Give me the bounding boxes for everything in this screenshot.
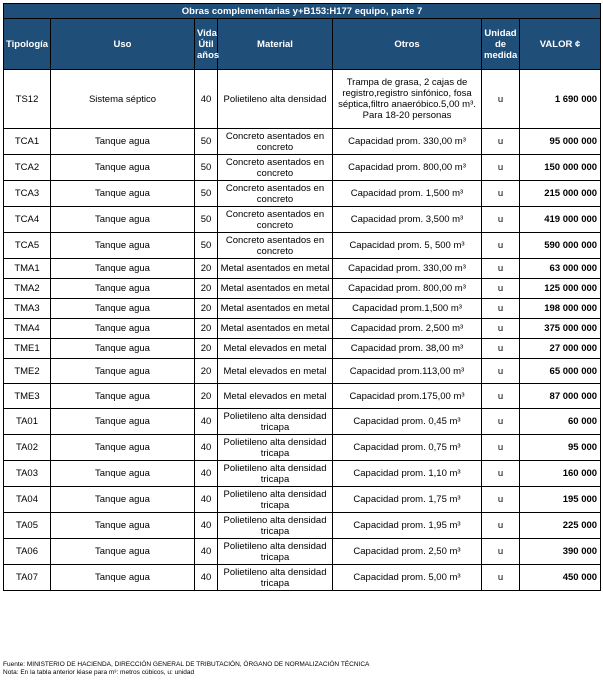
table-row — [4, 359, 601, 384]
cell-unidad: u — [482, 359, 520, 384]
cell-unidad: u — [482, 233, 520, 259]
cell-material: Polietileno alta densidad tricapa — [218, 487, 333, 513]
table-row — [4, 539, 601, 565]
cell-uso: Tanque agua — [51, 409, 195, 435]
cell-unidad: u — [482, 155, 520, 181]
table-row — [4, 384, 601, 409]
cell-tipologia: TA02 — [4, 435, 51, 461]
cell-otros: Capacidad prom. 1,500 m³ — [333, 181, 482, 207]
cell-unidad: u — [482, 207, 520, 233]
cell-uso: Tanque agua — [51, 129, 195, 155]
cell-valor: 590 000 000 — [520, 233, 601, 259]
footnote-source: Fuente: MINISTERIO DE HACIENDA, DIRECCIÓN GENERAL DE TRIBUTACIÓN, ÓRGANO DE NORMALIZACIÓN TÉCNICA — [3, 661, 370, 668]
cell-uso: Tanque agua — [51, 299, 195, 319]
cell-uso: Tanque agua — [51, 207, 195, 233]
cell-vida-util: 40 — [195, 435, 218, 461]
table-row — [4, 461, 601, 487]
cell-vida-util: 50 — [195, 207, 218, 233]
cell-tipologia: TCA2 — [4, 155, 51, 181]
table-body — [4, 70, 601, 591]
header-unidad: Unidad de medida — [482, 19, 520, 70]
cell-material: Polietileno alta densidad tricapa — [218, 409, 333, 435]
cell-vida-util: 20 — [195, 359, 218, 384]
cell-otros: Capacidad prom. 2,50 m³ — [333, 539, 482, 565]
cell-vida-util: 40 — [195, 513, 218, 539]
cell-valor: 160 000 — [520, 461, 601, 487]
cell-tipologia: TME1 — [4, 339, 51, 359]
cell-otros: Capacidad prom. 3,500 m³ — [333, 207, 482, 233]
cell-uso: Tanque agua — [51, 319, 195, 339]
cell-unidad: u — [482, 299, 520, 319]
cell-tipologia: TMA3 — [4, 299, 51, 319]
cell-uso: Tanque agua — [51, 539, 195, 565]
cell-unidad: u — [482, 259, 520, 279]
cell-otros: Capacidad prom.1,500 m³ — [333, 299, 482, 319]
document-page — [3, 3, 600, 676]
cell-otros: Capacidad prom.175,00 m³ — [333, 384, 482, 409]
cell-unidad: u — [482, 384, 520, 409]
footnote-note: Nota: En la tabla anterior léase para m³: metros cúbicos, u: unidad — [3, 669, 195, 676]
cell-unidad: u — [482, 487, 520, 513]
cell-valor: 95 000 — [520, 435, 601, 461]
cell-valor: 225 000 — [520, 513, 601, 539]
cell-tipologia: TCA4 — [4, 207, 51, 233]
cell-material: Concreto asentados en concreto — [218, 233, 333, 259]
table-row — [4, 339, 601, 359]
cell-tipologia: TA04 — [4, 487, 51, 513]
table-row — [4, 181, 601, 207]
cell-tipologia: TA05 — [4, 513, 51, 539]
cell-unidad: u — [482, 513, 520, 539]
cell-uso: Tanque agua — [51, 461, 195, 487]
cell-valor: 95 000 000 — [520, 129, 601, 155]
cell-tipologia: TCA1 — [4, 129, 51, 155]
cell-vida-util: 20 — [195, 279, 218, 299]
cell-tipologia: TCA3 — [4, 181, 51, 207]
cell-uso: Tanque agua — [51, 339, 195, 359]
cell-material: Polietileno alta densidad tricapa — [218, 565, 333, 591]
table-row — [4, 513, 601, 539]
cell-unidad: u — [482, 461, 520, 487]
table-row — [4, 155, 601, 181]
cell-unidad: u — [482, 129, 520, 155]
cell-otros: Capacidad prom. 1,10 m³ — [333, 461, 482, 487]
cell-vida-util: 20 — [195, 299, 218, 319]
cell-unidad: u — [482, 339, 520, 359]
cell-uso: Tanque agua — [51, 233, 195, 259]
footnote — [3, 661, 600, 677]
cell-unidad: u — [482, 319, 520, 339]
table-header-row — [4, 19, 601, 70]
header-otros: Otros — [333, 19, 482, 70]
cell-valor: 195 000 — [520, 487, 601, 513]
cell-vida-util: 40 — [195, 565, 218, 591]
cell-material: Concreto asentados en concreto — [218, 129, 333, 155]
cell-valor: 27 000 000 — [520, 339, 601, 359]
cell-material: Metal elevados en metal — [218, 339, 333, 359]
cell-valor: 60 000 — [520, 409, 601, 435]
header-material: Material — [218, 19, 333, 70]
cell-uso: Tanque agua — [51, 384, 195, 409]
cell-otros: Capacidad prom. 800,00 m³ — [333, 155, 482, 181]
table-title-row — [4, 4, 601, 19]
cell-material: Metal asentados en metal — [218, 279, 333, 299]
cell-vida-util: 50 — [195, 181, 218, 207]
cell-valor: 63 000 000 — [520, 259, 601, 279]
cell-otros: Capacidad prom. 2,500 m³ — [333, 319, 482, 339]
cell-uso: Tanque agua — [51, 181, 195, 207]
cell-vida-util: 20 — [195, 319, 218, 339]
cell-tipologia: TMA1 — [4, 259, 51, 279]
cell-tipologia: TA07 — [4, 565, 51, 591]
cell-valor: 390 000 — [520, 539, 601, 565]
cell-vida-util: 40 — [195, 409, 218, 435]
table-row — [4, 435, 601, 461]
cell-otros: Capacidad prom.113,00 m³ — [333, 359, 482, 384]
table-row — [4, 233, 601, 259]
cell-vida-util: 40 — [195, 487, 218, 513]
cell-tipologia: TME2 — [4, 359, 51, 384]
cell-vida-util: 20 — [195, 259, 218, 279]
cell-unidad: u — [482, 409, 520, 435]
cell-valor: 87 000 000 — [520, 384, 601, 409]
table-row — [4, 259, 601, 279]
cell-valor: 375 000 000 — [520, 319, 601, 339]
header-uso: Uso — [51, 19, 195, 70]
cell-vida-util: 50 — [195, 233, 218, 259]
cell-unidad: u — [482, 435, 520, 461]
cell-valor: 1 690 000 — [520, 70, 601, 129]
cell-vida-util: 40 — [195, 70, 218, 129]
table-row — [4, 319, 601, 339]
cell-otros: Capacidad prom. 1,95 m³ — [333, 513, 482, 539]
cell-tipologia: TMA4 — [4, 319, 51, 339]
cell-uso: Tanque agua — [51, 513, 195, 539]
cell-material: Metal elevados en metal — [218, 384, 333, 409]
header-tipologia: Tipología — [4, 19, 51, 70]
cell-otros: Trampa de grasa, 2 cajas de registro,registro sinfónico, fosa séptica,filtro anaeróbico.5,00 m³. Para 18-20 personas — [333, 70, 482, 129]
cell-valor: 419 000 000 — [520, 207, 601, 233]
cell-material: Polietileno alta densidad tricapa — [218, 435, 333, 461]
cell-otros: Capacidad prom. 1,75 m³ — [333, 487, 482, 513]
cell-unidad: u — [482, 539, 520, 565]
cell-tipologia: TA06 — [4, 539, 51, 565]
cell-uso: Tanque agua — [51, 155, 195, 181]
cell-uso: Tanque agua — [51, 279, 195, 299]
cell-otros: Capacidad prom. 5, 500 m³ — [333, 233, 482, 259]
cell-valor: 198 000 000 — [520, 299, 601, 319]
cell-otros: Capacidad prom. 800,00 m³ — [333, 279, 482, 299]
cell-valor: 150 000 000 — [520, 155, 601, 181]
table-row — [4, 565, 601, 591]
cell-otros: Capacidad prom. 330,00 m³ — [333, 259, 482, 279]
cell-uso: Tanque agua — [51, 435, 195, 461]
table-row — [4, 279, 601, 299]
complementary-works-table — [3, 3, 601, 591]
table-row — [4, 129, 601, 155]
cell-vida-util: 20 — [195, 339, 218, 359]
cell-otros: Capacidad prom. 38,00 m³ — [333, 339, 482, 359]
cell-unidad: u — [482, 565, 520, 591]
cell-vida-util: 40 — [195, 461, 218, 487]
table-row — [4, 487, 601, 513]
cell-material: Metal asentados en metal — [218, 319, 333, 339]
cell-tipologia: TS12 — [4, 70, 51, 129]
cell-otros: Capacidad prom. 0,75 m³ — [333, 435, 482, 461]
cell-material: Polietileno alta densidad tricapa — [218, 513, 333, 539]
cell-uso: Tanque agua — [51, 259, 195, 279]
cell-uso: Tanque agua — [51, 565, 195, 591]
cell-otros: Capacidad prom. 5,00 m³ — [333, 565, 482, 591]
cell-unidad: u — [482, 181, 520, 207]
cell-otros: Capacidad prom. 0,45 m³ — [333, 409, 482, 435]
cell-material: Metal asentados en metal — [218, 299, 333, 319]
table-row — [4, 409, 601, 435]
cell-unidad: u — [482, 279, 520, 299]
table-row — [4, 70, 601, 129]
header-valor: VALOR ¢ — [520, 19, 601, 70]
cell-tipologia: TME3 — [4, 384, 51, 409]
cell-material: Polietileno alta densidad — [218, 70, 333, 129]
cell-vida-util: 50 — [195, 129, 218, 155]
cell-tipologia: TA01 — [4, 409, 51, 435]
cell-valor: 215 000 000 — [520, 181, 601, 207]
cell-valor: 125 000 000 — [520, 279, 601, 299]
cell-tipologia: TA03 — [4, 461, 51, 487]
header-vida-util: Vida Útil años — [195, 19, 218, 70]
cell-vida-util: 40 — [195, 539, 218, 565]
cell-vida-util: 50 — [195, 155, 218, 181]
cell-otros: Capacidad prom. 330,00 m³ — [333, 129, 482, 155]
table-title: Obras complementarias y+B153:H177 equipo, parte 7 — [4, 4, 601, 19]
cell-material: Concreto asentados en concreto — [218, 207, 333, 233]
table-row — [4, 207, 601, 233]
cell-material: Concreto asentados en concreto — [218, 181, 333, 207]
cell-uso: Tanque agua — [51, 359, 195, 384]
cell-material: Metal elevados en metal — [218, 359, 333, 384]
table-row — [4, 299, 601, 319]
cell-material: Polietileno alta densidad tricapa — [218, 461, 333, 487]
cell-uso: Sistema séptico — [51, 70, 195, 129]
cell-tipologia: TCA5 — [4, 233, 51, 259]
cell-material: Polietileno alta densidad tricapa — [218, 539, 333, 565]
cell-material: Metal asentados en metal — [218, 259, 333, 279]
cell-vida-util: 20 — [195, 384, 218, 409]
cell-tipologia: TMA2 — [4, 279, 51, 299]
cell-valor: 65 000 000 — [520, 359, 601, 384]
cell-material: Concreto asentados en concreto — [218, 155, 333, 181]
cell-uso: Tanque agua — [51, 487, 195, 513]
cell-valor: 450 000 — [520, 565, 601, 591]
cell-unidad: u — [482, 70, 520, 129]
